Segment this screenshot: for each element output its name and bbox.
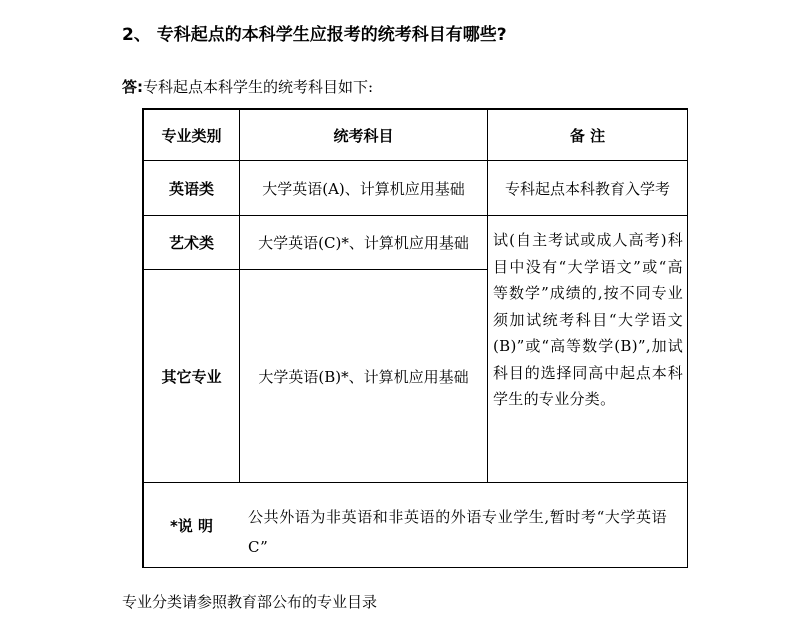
row-other-category: 其它专业	[161, 367, 222, 386]
answer-text: 专科起点本科学生的统考科目如下:	[143, 78, 374, 96]
table-border-right	[687, 108, 688, 568]
row-english-category: 英语类	[168, 179, 214, 198]
header-category: 专业类别	[161, 126, 222, 145]
explanation-text: 公共外语为非英语和非英语的外语专业学生,暂时考“大学英语 C”	[248, 508, 668, 556]
table-border-bottom	[142, 567, 688, 568]
row-art-category: 艺术类	[168, 234, 214, 252]
row-other-subjects: 大学英语(B)*、计算机应用基础	[258, 367, 469, 386]
answer-lead: 答:	[122, 78, 143, 96]
explanation-label: *说 明	[169, 516, 214, 535]
row-art-subjects: 大学英语(C)*、计算机应用基础	[258, 234, 469, 252]
remarks-text: 试(自主考试或成人高考)科目中没有“大学语文”或“高等数学”成绩的,按不同专业须加试统考科目“大学语文(B)”或“高等数学(B)”,加试科目的选择同高中起点本科学生的专业分类。	[493, 231, 683, 408]
row-english-subjects: 大学英语(A)、计算机应用基础	[262, 179, 465, 198]
header-remarks: 备 注	[569, 126, 606, 145]
footer-note: 专业分类请参照教育部公布的专业目录	[122, 593, 378, 611]
header-subjects: 统考科目	[333, 126, 394, 145]
question-heading: 2、 专科起点的本科学生应报考的统考科目有哪些?	[122, 25, 507, 45]
remarks-first-line: 专科起点本科教育入学考	[504, 179, 670, 198]
